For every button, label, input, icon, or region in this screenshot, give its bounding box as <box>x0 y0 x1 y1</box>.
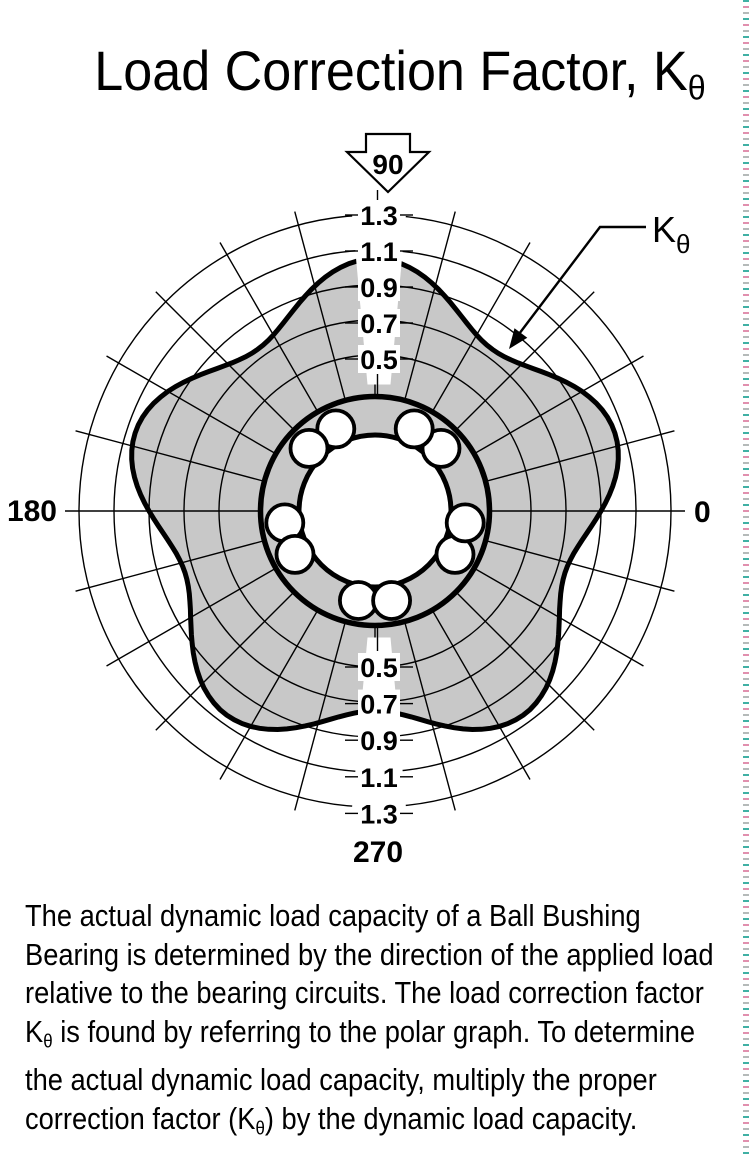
r-axis-tick-label: 0.5 <box>360 653 398 683</box>
pointer-leader-line <box>519 227 646 334</box>
description-line: Bearing is determined by the direction of the applied load <box>25 936 714 972</box>
bearing-ball <box>291 430 328 467</box>
page-edge-marks <box>743 0 749 1156</box>
r-axis-tick-label: 0.9 <box>360 273 398 303</box>
r-axis-tick-label: 0.7 <box>360 689 398 720</box>
bearing-ball <box>373 582 410 619</box>
description-line: $K_\theta$ is found by referring to the polar graph. To determine <box>25 1013 696 1052</box>
r-axis-tick-label: 0.9 <box>360 726 398 757</box>
r-axis-tick-label: 1.1 <box>360 762 398 793</box>
theta-subscript: θ <box>43 1030 53 1052</box>
description <box>25 897 747 1149</box>
r-axis-tick-label: 0.5 <box>360 345 398 375</box>
description-line: relative to the bearing circuits. The load correction factor <box>25 975 704 1010</box>
bearing-ball <box>396 410 433 447</box>
angle-label-90: 90 <box>372 149 404 180</box>
angle-label-0: 0 <box>694 496 711 529</box>
theta-subscript: θ <box>255 1118 265 1140</box>
r-axis-tick-label: 1.3 <box>360 201 398 231</box>
k-theta-callout-label: $K_\theta$ <box>652 209 691 259</box>
r-axis-tick-label: 1.1 <box>360 237 398 267</box>
description-line: The actual dynamic load capacity of a Ball Bushing <box>25 898 641 933</box>
angle-label-180: 180 <box>6 495 57 528</box>
bearing-ball <box>277 536 314 573</box>
theta-subscript: θ <box>687 69 706 108</box>
description-line: the actual dynamic load capacity, multiply the proper <box>25 1062 657 1098</box>
page-title: Load Correction Factor, $K_\theta$ <box>94 39 706 108</box>
k-theta-pointer <box>509 209 690 349</box>
description-line: correction factor $(K_\theta)$ by the dynamic load capacity. <box>25 1100 638 1140</box>
r-axis-tick-label: 1.3 <box>360 799 398 830</box>
r-axis-tick-label: 0.7 <box>360 309 398 339</box>
ball-bushing-bearing <box>261 397 490 626</box>
angle-label-270: 270 <box>352 836 404 869</box>
bearing-ball <box>447 504 484 541</box>
